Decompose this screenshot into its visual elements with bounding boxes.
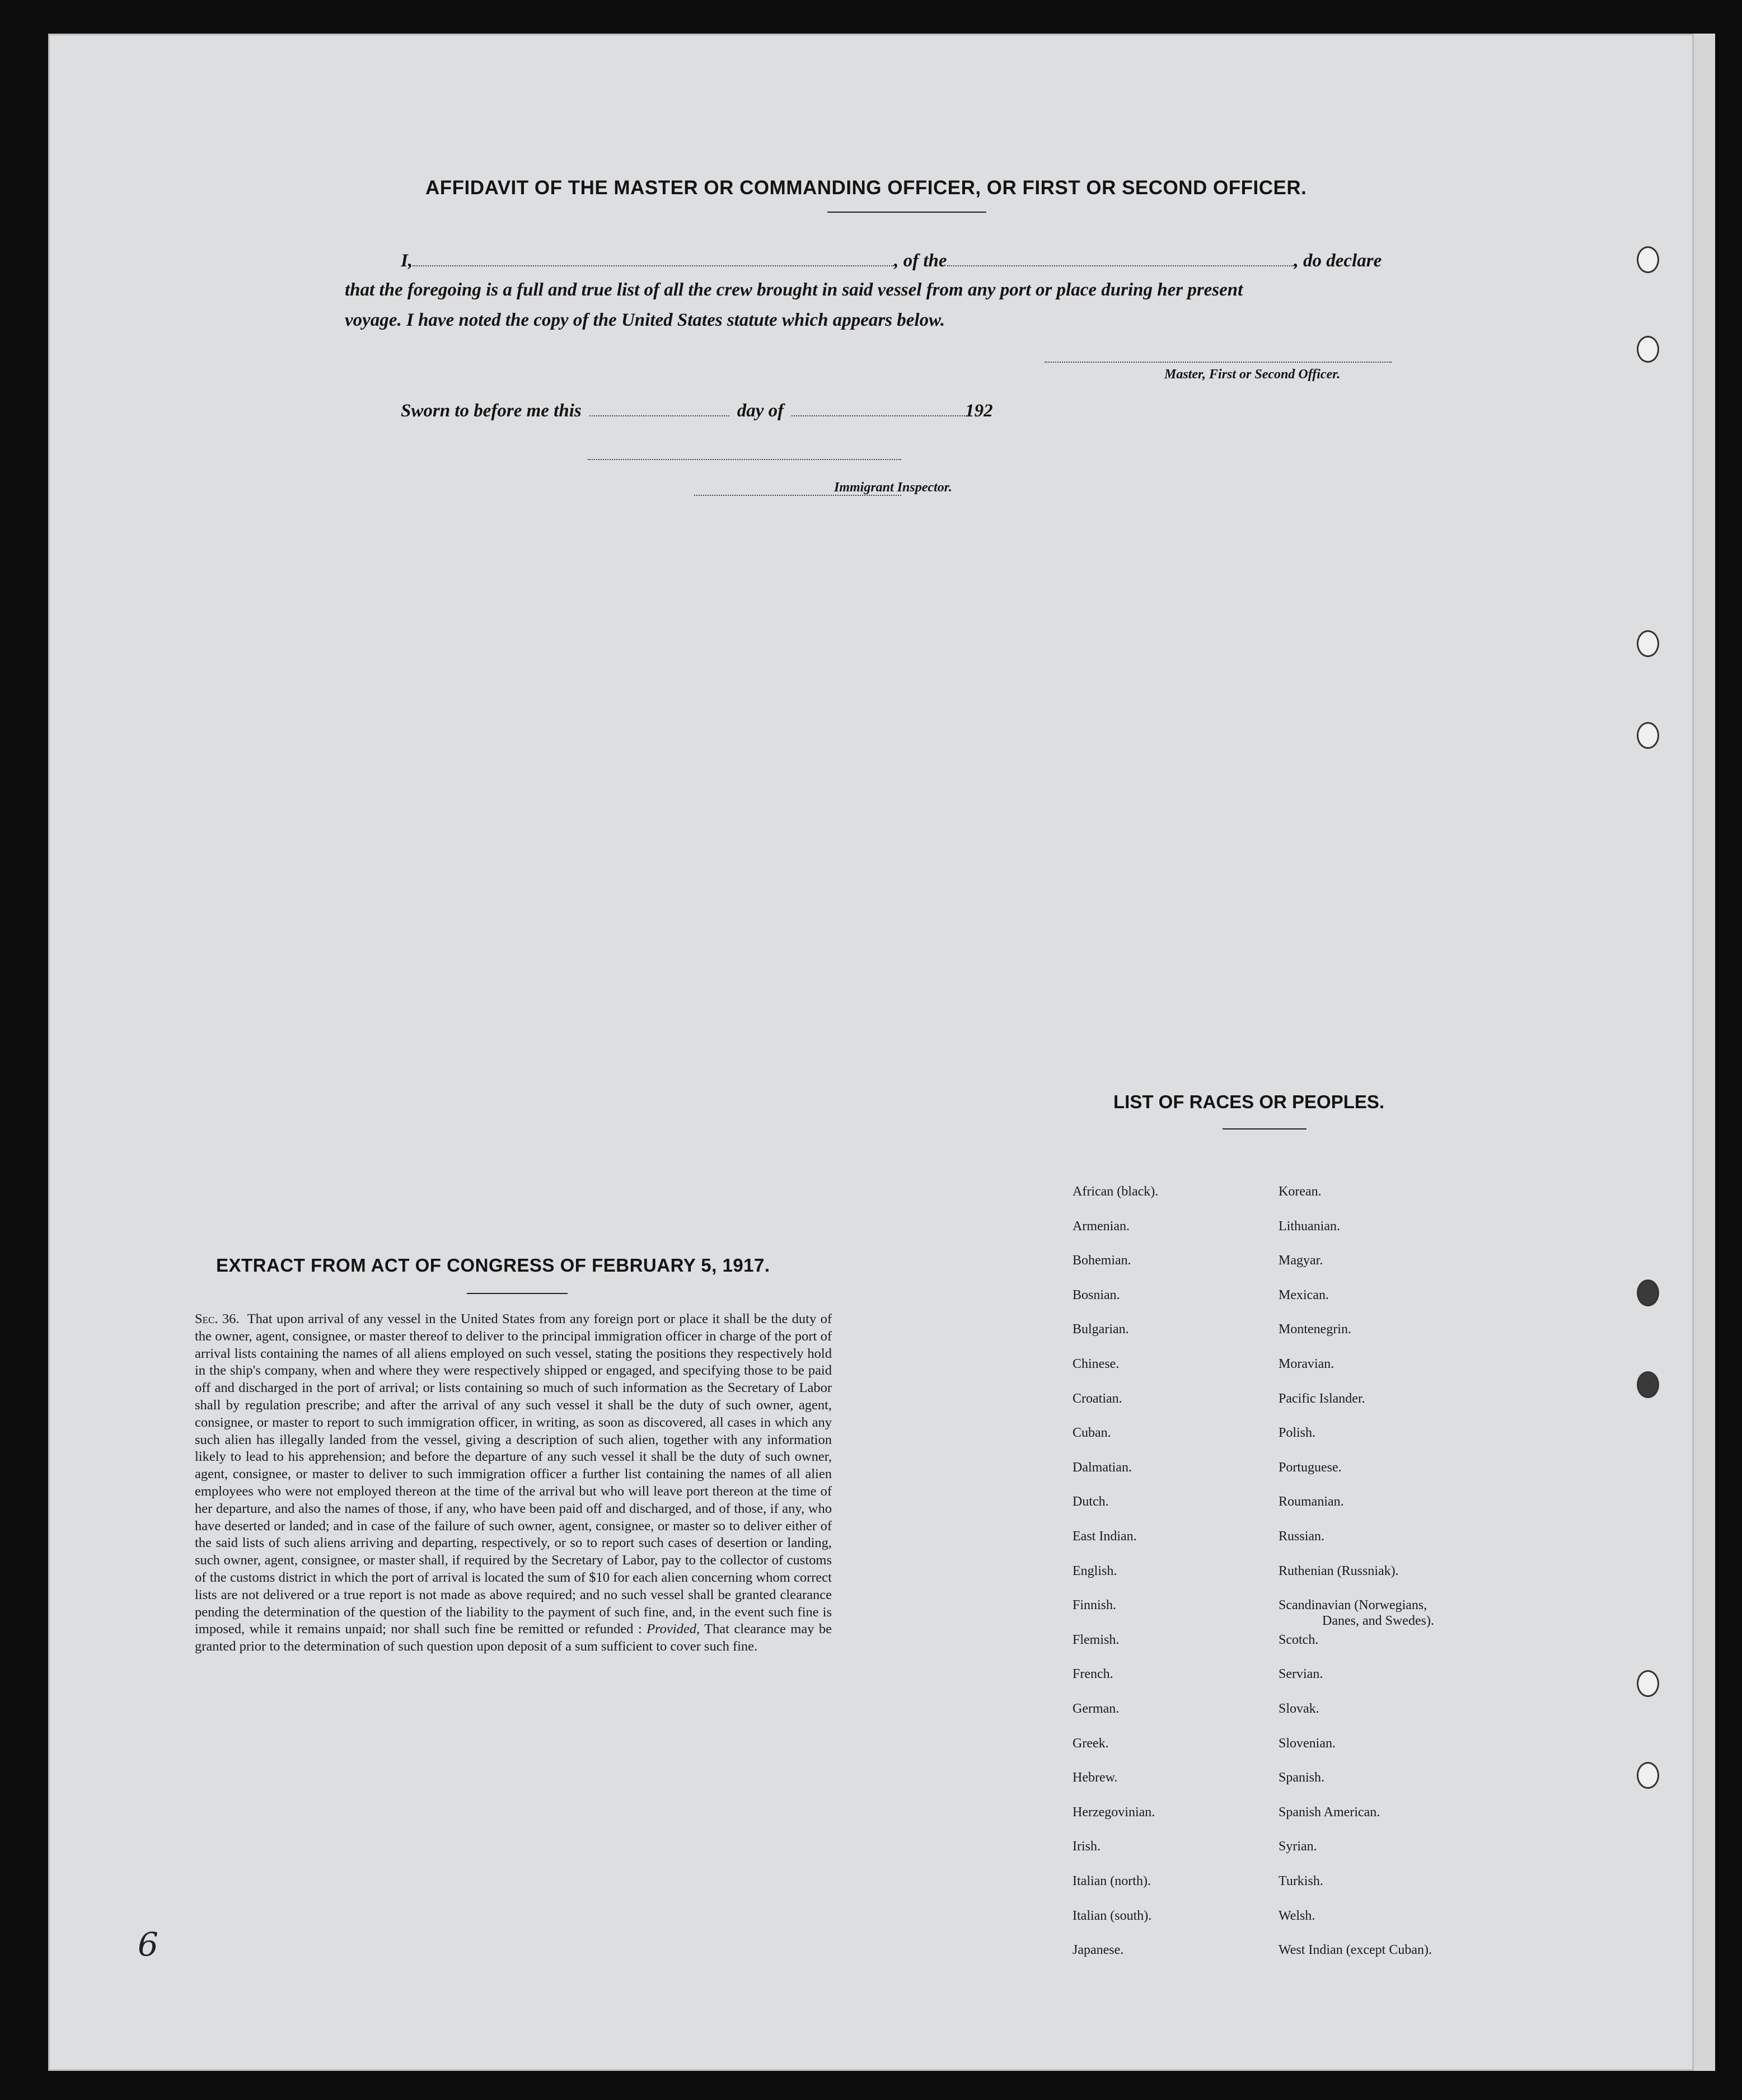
race-item: Syrian. — [1279, 1839, 1317, 1854]
race-item: Chinese. — [1073, 1357, 1120, 1371]
master-name-blank[interactable] — [413, 251, 894, 266]
race-item: Slovenian. — [1279, 1736, 1336, 1751]
race-item: Mexican. — [1279, 1287, 1329, 1302]
declaration-i: I, — [401, 251, 413, 271]
race-item: Danes, and Swedes). — [1322, 1614, 1434, 1629]
binding-hole-4 — [1637, 722, 1659, 749]
race-item: Armenian. — [1073, 1218, 1130, 1234]
officer-signature-line[interactable] — [1045, 360, 1392, 363]
race-item: Hebrew. — [1073, 1770, 1118, 1785]
declaration-line-3: voyage. I have noted the copy of the United States statute which appears below. — [345, 310, 945, 330]
race-item: Korean. — [1279, 1184, 1322, 1199]
declaration-of-the: , of the — [894, 251, 947, 271]
section-text-part2: That clearance may be granted prior to the determination of such question upon deposit of a sum sufficient to cover such fine. — [195, 1621, 832, 1654]
binding-hole-2 — [1637, 336, 1659, 363]
race-item: Dalmatian. — [1073, 1460, 1132, 1475]
races-heading-rule — [1223, 1128, 1306, 1129]
officer-signature-label: Master, First or Second Officer. — [1164, 367, 1341, 382]
affidavit-heading: AFFIDAVIT OF THE MASTER OR COMMANDING OFFICER, OR FIRST OR SECOND OFFICER. — [425, 177, 1307, 199]
inspector-signature-line[interactable] — [588, 458, 901, 460]
section-text-part1: That upon arrival of any vessel in the United States from any foreign port or place it shall be the duty of the owner, agent, consignee, or master thereof to deliver to the principal immigration officer in charge of the port of arrival lists containing the names of all aliens employed on such vessel, stating the positions they respectively hold in the ship's company, when and where they were respectively shipped or engaged, and specifying those to be paid off and discharged in the port of arrival; or lists containing so much of such information as the Secretary of Labor shall by regulation prescribe; and after the arrival of any such vessel it shall be the duty of such owner, agent, consignee, or master to report to such immigration officer, in writing, as soon as discovered, all cases in which any such alien has illegally landed from the vessel, giving a description of such alien, together with any information likely to lead to his apprehension; and before the departure of any such vessel it shall be the duty of such owner, agent, consignee, or master to deliver to such immigration officer a further list containing the names of all alien employees who were not employed thereon at the time of the arrival but who will leave port thereon at the time of her departure, and also the names of those, if any, who have been paid off and discharged, and of those, if any, who have deserted or landed; and in case of the failure of such owner, agent, consignee, or master so to deliver either of the said lists of such aliens arriving and departing, respectively, or so to report such cases of desertion or landing, such owner, agent, consignee, or master shall, if required by the Secretary of Labor, pay to the collector of customs of the customs district in which the port of arrival is located the sum of $10 for each alien concerning whom correct lists are not delivered or a true report is not made as above required; and no such vessel shall be granted clearance pending the determination of the question of the liability to the payment of such fine, and, in the event such fine is imposed, while it remains unpaid; nor shall such fine be remitted or refunded : — [195, 1311, 832, 1637]
race-item: Bulgarian. — [1073, 1322, 1129, 1337]
race-item: Croatian. — [1073, 1391, 1122, 1406]
race-item: English. — [1073, 1563, 1117, 1578]
binding-hole-7 — [1637, 1670, 1659, 1697]
race-item: Magyar. — [1279, 1253, 1323, 1268]
race-item: Greek. — [1073, 1736, 1109, 1751]
handwritten-page-number: 6 — [138, 1925, 158, 1963]
proviso-word: Provided, — [647, 1621, 700, 1637]
race-item: German. — [1073, 1701, 1120, 1716]
race-item: Polish. — [1279, 1426, 1316, 1441]
race-item: East Indian. — [1073, 1529, 1137, 1544]
race-item: Lithuanian. — [1279, 1218, 1340, 1234]
binding-hole-6 — [1637, 1371, 1659, 1398]
race-item: Scotch. — [1279, 1632, 1319, 1647]
race-item: Cuban. — [1073, 1426, 1111, 1441]
declaration-do-declare: , do declare — [1294, 251, 1382, 271]
race-item: Dutch. — [1073, 1494, 1109, 1510]
section-label: Sec. 36. — [195, 1311, 240, 1326]
extract-heading-rule — [467, 1293, 568, 1294]
race-item: Italian (south). — [1073, 1908, 1152, 1923]
race-item: Herzegovinian. — [1073, 1804, 1155, 1820]
binding-hole-3 — [1637, 630, 1659, 657]
affidavit-heading-rule — [827, 212, 986, 213]
race-item: Irish. — [1073, 1839, 1101, 1854]
races-heading: LIST OF RACES OR PEOPLES. — [1113, 1091, 1385, 1112]
sworn-date-blank[interactable] — [589, 401, 729, 416]
race-item: African (black). — [1073, 1184, 1159, 1199]
race-item: Moravian. — [1279, 1357, 1334, 1371]
binding-hole-5 — [1637, 1279, 1659, 1306]
race-item: Spanish American. — [1279, 1804, 1380, 1820]
sworn-month-blank[interactable] — [792, 401, 965, 416]
sworn-line — [401, 401, 993, 421]
vessel-name-blank[interactable] — [947, 251, 1294, 266]
race-item: Roumanian. — [1279, 1494, 1344, 1510]
binding-hole-1 — [1637, 246, 1659, 273]
race-item: Japanese. — [1073, 1943, 1124, 1958]
race-item: French. — [1073, 1667, 1113, 1682]
manifest-page — [48, 34, 1694, 2071]
race-item: Servian. — [1279, 1667, 1323, 1682]
binding-hole-8 — [1637, 1762, 1659, 1789]
race-item: Russian. — [1279, 1529, 1325, 1544]
race-item: West Indian (except Cuban). — [1279, 1943, 1432, 1958]
race-item: Pacific Islander. — [1279, 1391, 1365, 1406]
race-item: Bosnian. — [1073, 1287, 1120, 1302]
race-item: Bohemian. — [1073, 1253, 1131, 1268]
race-item: Ruthenian (Russniak). — [1279, 1563, 1399, 1578]
race-item: Spanish. — [1279, 1770, 1325, 1785]
inspector-label: Immigrant Inspector. — [834, 480, 952, 495]
race-item: Slovak. — [1279, 1701, 1319, 1716]
race-item: Flemish. — [1073, 1632, 1120, 1647]
extract-heading: EXTRACT FROM ACT OF CONGRESS OF FEBRUARY 5, 1917. — [216, 1255, 770, 1276]
race-item: Montenegrin. — [1279, 1322, 1351, 1337]
sworn-year: 192 — [965, 401, 993, 421]
sworn-day-of: day of — [737, 401, 784, 421]
race-item: Finnish. — [1073, 1598, 1117, 1613]
race-item: Welsh. — [1279, 1908, 1315, 1923]
declaration-line-1 — [401, 251, 1382, 271]
race-item: Portuguese. — [1279, 1460, 1342, 1475]
race-item: Scandinavian (Norwegians, — [1279, 1598, 1427, 1613]
race-item: Turkish. — [1279, 1874, 1323, 1888]
sworn-prefix: Sworn to before me this — [401, 401, 582, 421]
race-item: Italian (north). — [1073, 1874, 1151, 1888]
declaration-line-2: that the foregoing is a full and true list of all the crew brought in said vessel from any port or place during her present — [345, 280, 1243, 300]
section-36-text — [195, 1311, 832, 1656]
